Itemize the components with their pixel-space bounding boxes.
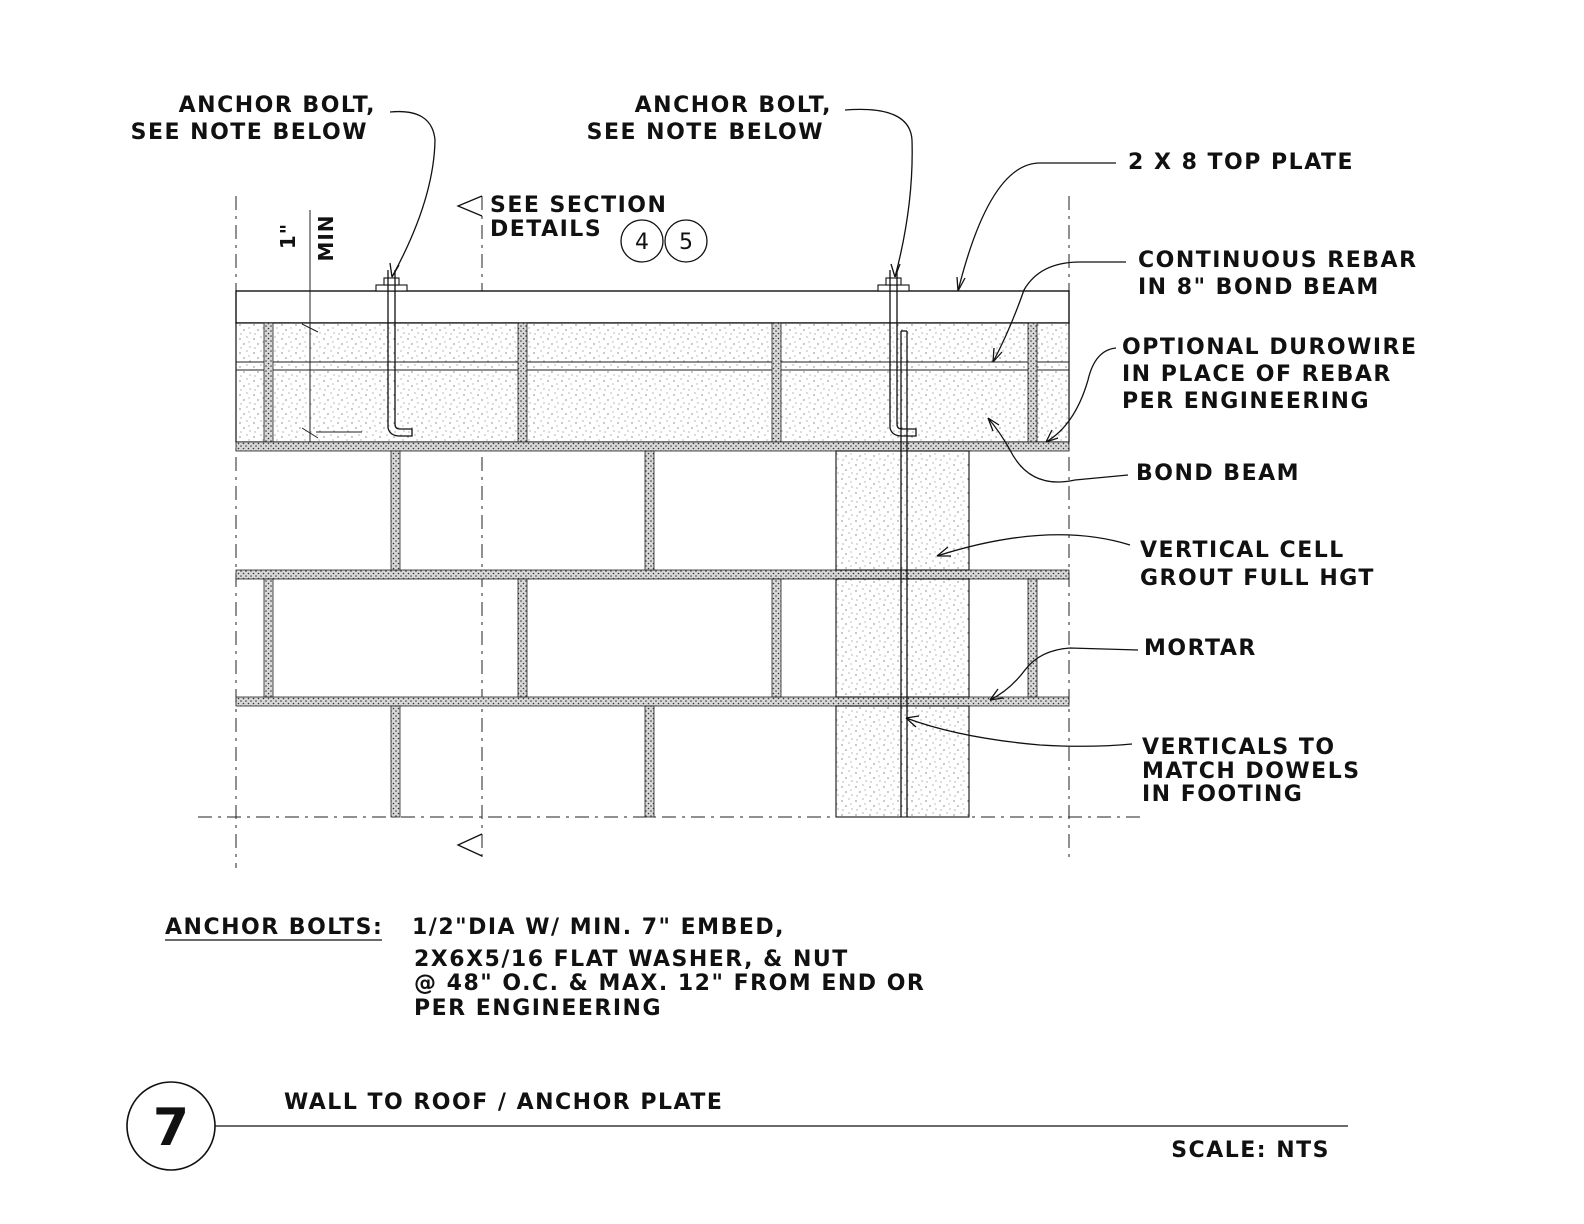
label-optional-durowire-3: PER ENGINEERING xyxy=(1122,389,1370,414)
leader-arrowhead xyxy=(990,689,1003,700)
leader-arrowhead xyxy=(891,264,900,277)
grouted-vertical-cell xyxy=(836,706,969,817)
mortar-head-joint xyxy=(772,579,781,697)
dimension-1-inch: 1" xyxy=(276,222,300,250)
label-optional-durowire-1: OPTIONAL DUROWIRE xyxy=(1122,335,1418,360)
label-continuous-rebar-2: IN 8" BOND BEAM xyxy=(1138,275,1380,300)
mortar-head-joint xyxy=(518,579,527,697)
label-top-plate: 2 X 8 TOP PLATE xyxy=(1128,150,1355,175)
label-see-section-1: SEE SECTION xyxy=(490,193,668,218)
label-optional-durowire-2: IN PLACE OF REBAR xyxy=(1122,362,1392,387)
dimension-min: MIN xyxy=(314,214,338,262)
label-anchor-bolt-right-2: SEE NOTE BELOW xyxy=(586,120,824,145)
mortar-head-joint xyxy=(645,706,654,817)
bond-beam xyxy=(236,323,1069,442)
label-anchor-bolt-right-1: ANCHOR BOLT, xyxy=(634,93,832,118)
label-mortar: MORTAR xyxy=(1144,636,1257,661)
mortar-head-joint xyxy=(645,451,654,570)
mortar-bed-joint xyxy=(236,442,1069,451)
bond-beam-head-joint xyxy=(518,323,527,442)
mortar-head-joint xyxy=(264,579,273,697)
section-ref-4[interactable]: 4 xyxy=(635,230,649,255)
label-bond-beam: BOND BEAM xyxy=(1136,461,1301,486)
notes-line-3: @ 48" O.C. & MAX. 12" FROM END OR xyxy=(414,971,926,996)
notes-heading: ANCHOR BOLTS: xyxy=(165,915,384,940)
section-arrow-top xyxy=(458,196,482,216)
notes-line-1: 1/2"DIA W/ MIN. 7" EMBED, xyxy=(412,915,785,940)
leader-anchor-bolt-left xyxy=(390,112,435,277)
label-verticals-3: IN FOOTING xyxy=(1142,782,1304,807)
mortar-head-joint xyxy=(391,706,400,817)
label-verticals-1: VERTICALS TO xyxy=(1142,735,1336,760)
detail-number: 7 xyxy=(152,1098,190,1158)
notes-line-2: 2X6X5/16 FLAT WASHER, & NUT xyxy=(414,947,849,972)
top-plate xyxy=(236,291,1069,323)
bond-beam-head-joint xyxy=(772,323,781,442)
label-anchor-bolt-left-1: ANCHOR BOLT, xyxy=(178,93,376,118)
bond-beam-head-joint xyxy=(1028,323,1037,442)
label-verticals-2: MATCH DOWELS xyxy=(1142,759,1361,784)
label-vertical-cell-2: GROUT FULL HGT xyxy=(1140,566,1375,591)
detail-title: WALL TO ROOF / ANCHOR PLATE xyxy=(284,1090,724,1115)
mortar-bed-joint xyxy=(236,570,1069,579)
label-anchor-bolt-left-2: SEE NOTE BELOW xyxy=(130,120,368,145)
label-continuous-rebar-1: CONTINUOUS REBAR xyxy=(1138,248,1418,273)
section-arrow-bottom xyxy=(458,834,482,856)
leader-anchor-bolt-right xyxy=(845,109,912,277)
label-see-section-2: DETAILS xyxy=(490,217,603,242)
leader-top-plate xyxy=(958,163,1116,291)
label-vertical-cell-1: VERTICAL CELL xyxy=(1140,538,1345,563)
mortar-head-joint xyxy=(391,451,400,570)
grouted-vertical-cell xyxy=(836,579,969,697)
section-ref-5[interactable]: 5 xyxy=(679,230,693,255)
bond-beam-head-joint xyxy=(264,323,273,442)
mortar-head-joint xyxy=(1028,579,1037,697)
leader-mortar xyxy=(990,648,1138,700)
scale-label: SCALE: NTS xyxy=(1171,1138,1330,1163)
notes-line-4: PER ENGINEERING xyxy=(414,996,662,1021)
mortar-bed-joint xyxy=(236,697,1069,706)
